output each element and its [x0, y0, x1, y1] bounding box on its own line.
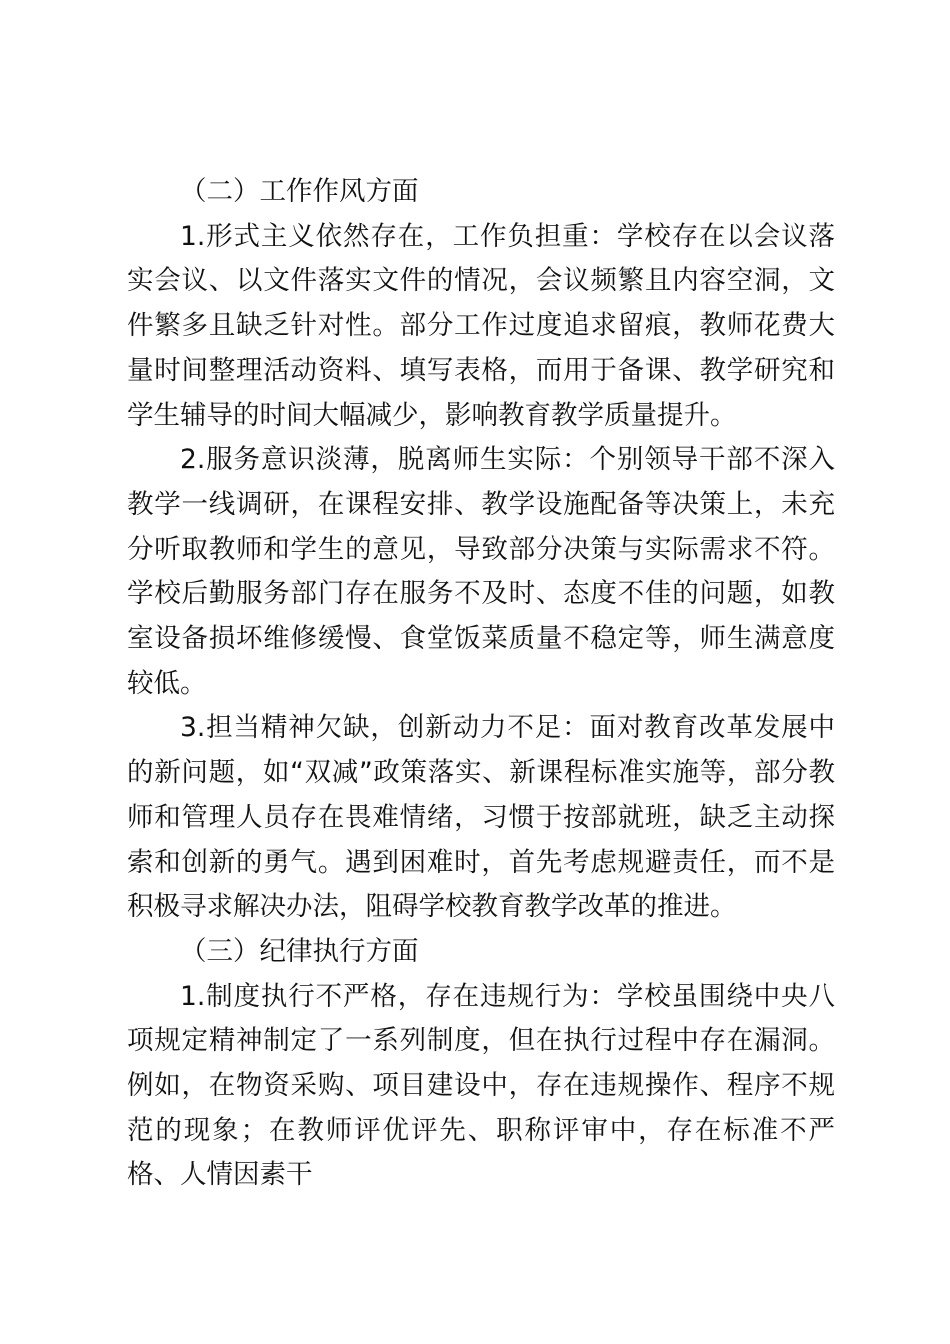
section-heading-discipline: （三）纪律执行方面 [180, 935, 419, 967]
paragraph-system-execution: 1.制度执行不严格，存在违规行为：学校虽围绕中央八项规定精神制定了一系列制度，但在执行过程中存在漏洞。例如，在物资采购、项目建设中，存在违规操作、程序不规范的现象；在教师评优评先、职称评审中，存在标准不严格、人情因素干 [127, 980, 835, 1191]
paragraph-formalism: 1.形式主义依然存在，工作负担重：学校存在以会议落实会议、以文件落实文件的情况，会议频繁且内容空洞，文件繁多且缺乏针对性。部分工作过度追求留痕，教师花费大量时间整理活动资料、填写表格，而用于备课、教学研究和学生辅导的时间大幅减少，影响教育教学质量提升。 [127, 220, 835, 431]
paragraph-service-awareness: 2.服务意识淡薄，脱离师生实际：个别领导干部不深入教学一线调研，在课程安排、教学设施配备等决策上，未充分听取教师和学生的意见，导致部分决策与实际需求不符。学校后勤服务部门存在服务不及时、态度不佳的问题，如教室设备损坏维修缓慢、食堂饭菜质量不稳定等，师生满意度较低。 [127, 444, 835, 699]
paragraph-responsibility-innovation: 3.担当精神欠缺，创新动力不足：面对教育改革发展中的新问题，如“双减”政策落实、新课程标准实施等，部分教师和管理人员存在畏难情绪，习惯于按部就班，缺乏主动探索和创新的勇气。遇到困难时，首先考虑规避责任，而不是积极寻求解决办法，阻碍学校教育教学改革的推进。 [127, 712, 835, 923]
section-heading-work-style: （二）工作作风方面 [180, 176, 419, 207]
document-body [127, 170, 835, 1198]
